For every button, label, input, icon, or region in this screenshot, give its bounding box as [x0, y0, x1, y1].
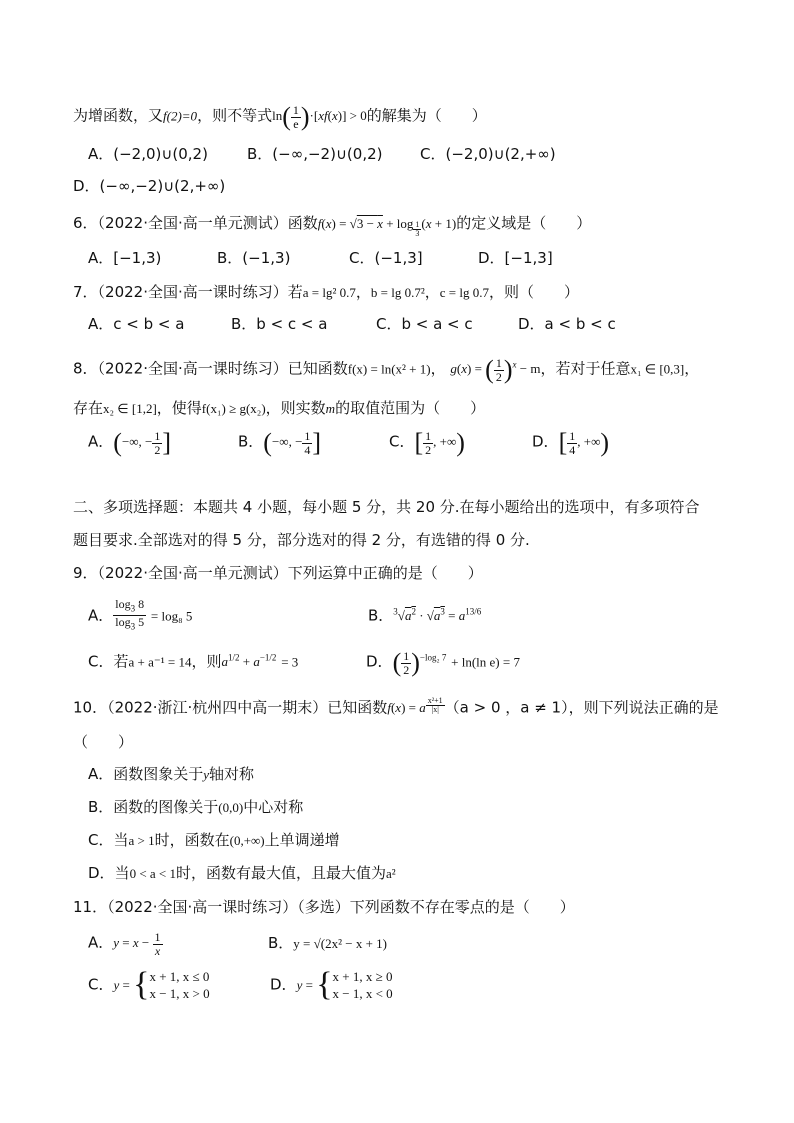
q7-option-d[interactable]: D．a < b < c [518, 315, 616, 333]
q6-stem [73, 213, 591, 239]
q7-stem: 7．（2022·全国·高一课时练习）若a = lg² 0.7，b = lg 0.7²，c = lg 0.7，则（ ） [73, 283, 579, 301]
q7-option-c[interactable]: C．b < a < c [376, 315, 473, 333]
q6-option-b[interactable]: B．(−1,3) [217, 249, 291, 267]
q10-option-c[interactable]: C．当a > 1时，函数在(0,+∞)上单调递增 [88, 831, 340, 849]
section2-line2: 题目要求.全部选对的得 5 分，部分选对的得 2 分，有选错的得 0 分. [73, 531, 530, 549]
q9-option-b[interactable]: B．$^3√a^2 \cdot √a^3 = a^{13/6}$ [368, 606, 482, 625]
q6-option-a[interactable]: A．[−1,3) [88, 249, 162, 267]
q9-stem: 9．（2022·全国·高一单元测试）下列运算中正确的是（ ） [73, 564, 483, 582]
q8-stem-line2: 存在x₂ ∈ [1,2]，使得f(x₁) ≥ g(x₂)，则实数m的取值范围为（ ） [73, 399, 486, 417]
q11-option-a[interactable]: A．y = x − $\frac{1}{x}$ [88, 930, 161, 958]
q6-function: f(x) = √3 − x + log $_{\frac{1}{3}}$ (x + 1) [317, 216, 457, 239]
q7-b-def: b = lg 0.7² [370, 285, 425, 300]
q8-g-def: g(x) = ( $\frac{1}{2}$ )$^x$ − m [450, 355, 541, 385]
q8-f-def: f(x) = ln(x² + 1) [347, 361, 431, 377]
q11-option-c[interactable]: C．y = { x + 1, x ≤ 0 x − 1, x > 0 [88, 966, 210, 1003]
q8-stem-mid: ，若对于任意 [540, 359, 631, 378]
q10-option-a[interactable]: A．函数图象关于y轴对称 [88, 765, 255, 783]
q7-stem-prefix: 7．（2022·全国·高一课时练习）若 [73, 283, 303, 301]
q6-stem-suffix: 的定义域是（ ） [456, 214, 592, 232]
q8-x2-range: x₂ ∈ [1,2] [103, 401, 157, 416]
q9-option-d[interactable]: D．( $\frac{1}{2}$ )$^{-log_2 7}$ + ln(ln e) = 7 [366, 648, 520, 678]
q7-a-def: a = lg² 0.7 [302, 285, 356, 300]
q9-option-c[interactable]: C．若a + a⁻¹ = 14，则$a^{1/2} + a^{-1/2} = 3$ [88, 652, 299, 671]
q6-stem-prefix: 6．（2022·全国·高一单元测试）函数 [73, 214, 318, 232]
q8-stem-prefix: 8．（2022·全国·高一课时练习）已知函数 [73, 359, 348, 378]
q7-option-b[interactable]: B．b < c < a [231, 315, 328, 333]
q5-stem-prefix: 为增函数，又 [73, 106, 164, 125]
q10-stem: 10．（2022·浙江·杭州四中高一期末）已知函数f(x) = a $^{\frac{\text{x²+1}}{|x|}}$ （a > 0 ，a ≠ 1），则下列说法正确的是 [73, 695, 719, 717]
q7-stem-suffix: ，则（ ） [488, 283, 579, 301]
q10-option-d[interactable]: D．当0 < a < 1时，函数有最大值，且最大值为a² [88, 864, 396, 882]
q10-paren: （ ） [73, 733, 134, 751]
q6-option-d[interactable]: D．[−1,3] [478, 249, 553, 267]
section2-line1: 二、多项选择题：本题共 4 小题，每小题 5 分，共 20 分.在每小题给出的选项中，有多项符合 [73, 498, 700, 516]
q8-stem-line1: 8．（2022·全国·高一课时练习）已知函数f(x) = ln(x² + 1)， g(x) = ( $\frac{1}{2}$ )$^x$ − m，若对于任意x₁ ∈ [0,3]， [73, 355, 700, 385]
q10-function: f(x) = a $^{\frac{\text{x²+1}}{|x|}}$ [387, 695, 443, 716]
q5-option-d[interactable]: D．(−∞,−2)∪(2,+∞) [73, 177, 226, 195]
q7-option-a[interactable]: A．c < b < a [88, 315, 185, 333]
q11-stem: 11．（2022·全国·高一课时练习）（多选）下列函数不存在零点的是（ ） [73, 898, 575, 916]
q9-option-a[interactable]: A． $\frac{\log_3 8}{\log_3 5}$ = log₈ 5 [88, 597, 193, 632]
q8-condition: f(x₁) ≥ g(x₂) [201, 401, 266, 416]
q8-option-c[interactable]: C．[ $\frac{1}{2}$ , +∞) [389, 428, 465, 458]
q6-option-c[interactable]: C．(−1,3] [349, 249, 423, 267]
q11-option-b[interactable]: B．y = √(2x² − x + 1) [268, 934, 387, 952]
q8-option-a[interactable]: A．(−∞, − $\frac{1}{2}$ ] [88, 428, 172, 458]
q8-option-d[interactable]: D．[ $\frac{1}{4}$ , +∞) [532, 428, 610, 458]
q5-inequality: ln( $\frac{1}{e}$ )·[xf(x)] > 0 [272, 102, 367, 132]
q11-option-d[interactable]: D．y = { x + 1, x ≥ 0 x − 1, x < 0 [270, 966, 393, 1003]
q5-option-a[interactable]: A．(−2,0)∪(0,2) [88, 145, 208, 163]
q5-option-b[interactable]: B．(−∞,−2)∪(0,2) [247, 145, 383, 163]
q5-stem-mid: ，则不等式 [197, 106, 273, 125]
q5-stem-suffix: 的解集为（ ） [366, 106, 487, 125]
q10-option-b[interactable]: B．函数的图像关于(0,0)中心对称 [88, 798, 304, 816]
q7-c-def: c = lg 0.7 [439, 285, 489, 300]
q5-f2: f(2)=0 [163, 108, 198, 124]
q8-option-b[interactable]: B．(−∞, − $\frac{1}{4}$ ] [238, 428, 322, 458]
q5-option-c[interactable]: C．(−2,0)∪(2,+∞) [420, 145, 556, 163]
q8-x1-range: x₁ ∈ [0,3] [630, 361, 685, 377]
q5-stem [73, 104, 487, 131]
